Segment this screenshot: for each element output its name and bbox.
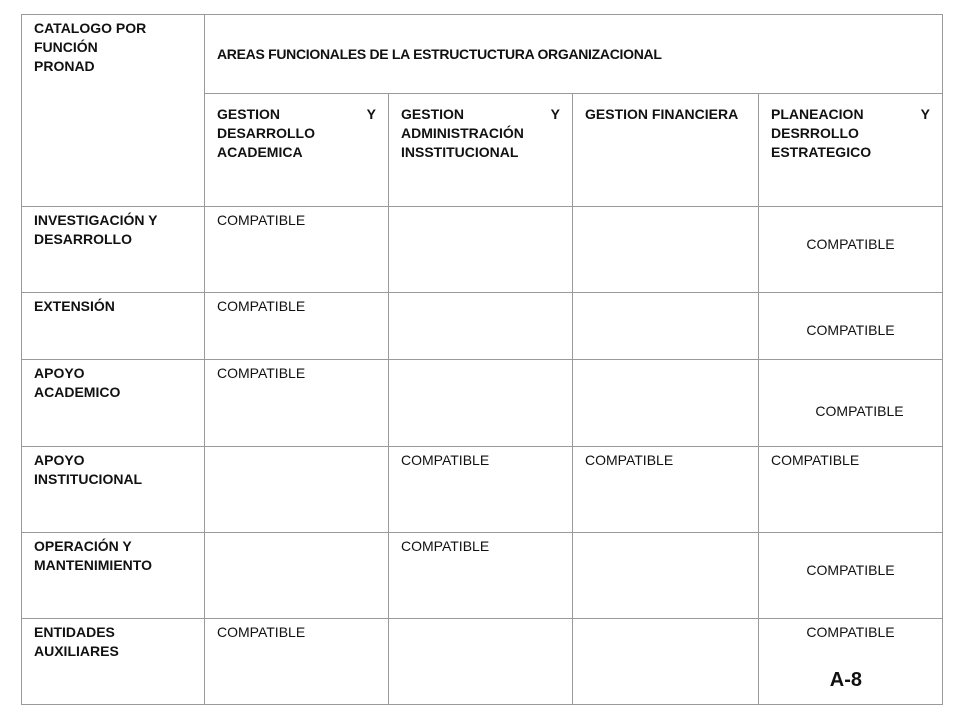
table-cell: COMPATIBLE bbox=[205, 207, 389, 293]
header-row-1 bbox=[22, 15, 943, 94]
table-cell: COMPATIBLE bbox=[389, 447, 573, 533]
table-row bbox=[22, 619, 943, 705]
table-cell bbox=[389, 360, 573, 447]
table-cell: COMPATIBLE bbox=[205, 360, 389, 447]
row-label: APOYO ACADEMICO bbox=[22, 360, 205, 447]
table-cell bbox=[389, 619, 573, 705]
compatibility-table bbox=[21, 14, 943, 705]
table-row bbox=[22, 447, 943, 533]
column-header: GESTION Y DESARROLLO ACADEMICA bbox=[205, 94, 389, 207]
group-header-cell bbox=[205, 15, 943, 94]
table-cell: COMPATIBLE bbox=[389, 533, 573, 619]
corner-header-cell bbox=[22, 15, 205, 207]
table-cell: COMPATIBLE bbox=[205, 619, 389, 705]
column-header: GESTION Y ADMINISTRACIÓN INSSTITUCIONAL bbox=[389, 94, 573, 207]
cell-value: COMPATIBLE bbox=[806, 624, 895, 640]
table-cell bbox=[759, 533, 943, 619]
table-cell bbox=[573, 533, 759, 619]
table-cell bbox=[205, 447, 389, 533]
corner-label-line-2: FUNCIÓN bbox=[34, 39, 98, 55]
row-label: EXTENSIÓN bbox=[22, 293, 205, 360]
table-row bbox=[22, 207, 943, 293]
table-cell: COMPATIBLE bbox=[205, 293, 389, 360]
table-cell bbox=[573, 360, 759, 447]
table-cell bbox=[573, 207, 759, 293]
table-cell bbox=[389, 207, 573, 293]
table-row bbox=[22, 293, 943, 360]
cell-value: COMPATIBLE bbox=[806, 322, 895, 338]
table-cell bbox=[573, 293, 759, 360]
table-cell: COMPATIBLE bbox=[759, 447, 943, 533]
row-label: APOYO INSTITUCIONAL bbox=[22, 447, 205, 533]
column-header: GESTION FINANCIERA bbox=[573, 94, 759, 207]
table-row bbox=[22, 360, 943, 447]
row-label: INVESTIGACIÓN Y DESARROLLO bbox=[22, 207, 205, 293]
table-cell: COMPATIBLE bbox=[573, 447, 759, 533]
column-header: PLANEACION Y DESRROLLO ESTRATEGICO bbox=[759, 94, 943, 207]
group-header-label: AREAS FUNCIONALES DE LA ESTRUCTUCTURA ORGANIZACIONAL bbox=[217, 45, 662, 62]
table-cell bbox=[759, 360, 943, 447]
row-label: OPERACIÓN Y MANTENIMIENTO bbox=[22, 533, 205, 619]
cell-value: COMPATIBLE bbox=[806, 236, 895, 252]
cell-value: COMPATIBLE bbox=[815, 403, 904, 419]
row-label: ENTIDADES AUXILIARES bbox=[22, 619, 205, 705]
table-cell bbox=[573, 619, 759, 705]
table-row bbox=[22, 533, 943, 619]
corner-label-line-1: CATALOGO POR bbox=[34, 20, 147, 36]
cell-value: COMPATIBLE bbox=[806, 562, 895, 578]
table-cell bbox=[759, 293, 943, 360]
table-cell bbox=[759, 207, 943, 293]
corner-label-line-3: PRONAD bbox=[34, 58, 95, 74]
table-cell bbox=[389, 293, 573, 360]
table-cell bbox=[205, 533, 389, 619]
page-number: A-8 bbox=[829, 669, 862, 691]
